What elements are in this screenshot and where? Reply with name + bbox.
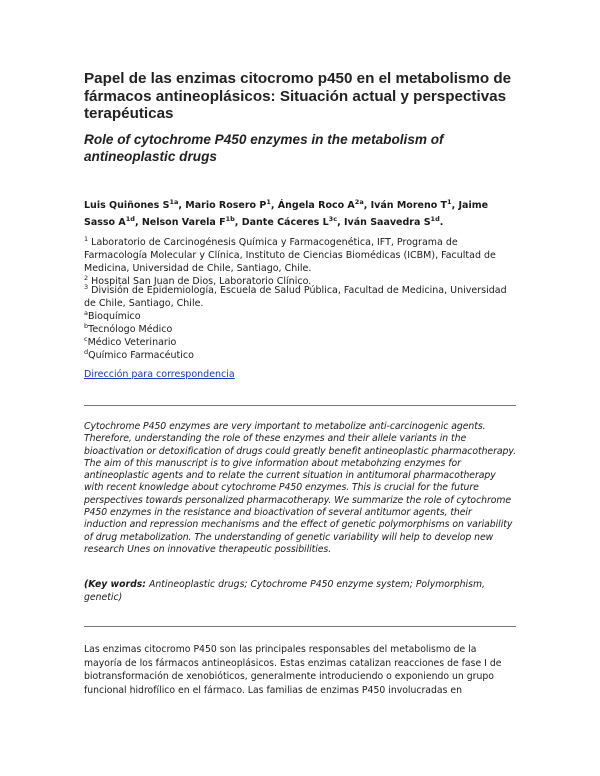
author-affiliation-mark: 2a [354, 198, 364, 206]
role-tecnologo [84, 323, 516, 336]
author-name: Dante Cáceres L [241, 216, 329, 228]
author-separator: , [234, 216, 242, 228]
author-affiliation-mark: 3c [328, 214, 338, 223]
author-affiliation-mark: 1d [430, 214, 440, 223]
author-separator: , [270, 200, 278, 211]
author-name: Jaime Sasso A [84, 200, 489, 228]
role-text: Tecnólogo Médico [88, 324, 173, 335]
role-text: Bioquímico [87, 311, 141, 322]
author-name: Iván Saavedra S [343, 216, 431, 228]
author-name: Iván Moreno T [370, 200, 448, 211]
author-separator: . [439, 216, 444, 228]
keywords-text: Antineoplastic drugs; Cytochrome P450 enzyme system; Polymorphism, genetic) [84, 579, 485, 603]
author-name: Mario Rosero P [185, 200, 267, 211]
role-farmaceutico [84, 349, 516, 362]
author-separator: , [134, 216, 142, 228]
correspondence-link[interactable]: Dirección para correspondencia [84, 369, 235, 380]
author-affiliation-mark: 1 [266, 198, 271, 206]
affiliation-text: Laboratorio de Carcinogénesis Química y Farmacogenética, IFT, Programa de Farmacología Molecular y Clínica, Instituto de Ciencias Biomédicas (ICBM), Facultad de Medicina, Universidad de Chile, Santiago, Chile. [84, 237, 496, 274]
author-list [84, 198, 516, 231]
article-subtitle: Role of cytochrome P450 enzymes in the metabolism of antineoplastic drugs [84, 132, 444, 164]
body-paragraph: Las enzimas citocromo P450 son las principales responsables del metabolismo de la mayoría de los fármacos antineoplásicos. Estas enzimas catalizan reacciones de fase I de biotransformación de xenobióticos, generalmente introduciendo o exponiendo un grupo funcional hidrofílico en el fármaco. Las familias de enzimas P450 involucradas en [84, 644, 502, 696]
section-divider [84, 626, 516, 627]
author-affiliation-mark: 1 [447, 198, 452, 206]
affiliation-mark: 2 [84, 274, 89, 282]
affiliation-text: División de Epidemiología, Escuela de Salud Pública, Facultad de Medicina, Universidad de Chile, Santiago, Chile. [84, 285, 507, 309]
role-veterinario [84, 336, 516, 349]
affiliation-mark: 3 [84, 283, 89, 291]
author-affiliation-mark: 1d [125, 214, 135, 223]
role-mark: d [84, 348, 89, 356]
affiliation-mark: 1 [84, 235, 89, 243]
section-divider [84, 405, 516, 406]
role-bioquimico [84, 310, 516, 323]
role-mark: a [84, 309, 88, 317]
author-name: Luis Quiñones S [84, 200, 170, 211]
abstract-text: Cytochrome P450 enzymes are very important to metabolize anti-carcinogenic agents. Therefore, understanding the role of these enzymes and their allele variants in the bioactivation or detoxification of drugs could greatly benefit antineoplastic pharmacotherapy. The aim of this manuscript is to give information about metabohzing enzymes for antineoplastic agents and to relate the current situation in antitumoral pharmacotherapy with recent knowledge about cytochrome P450 enzymes. This is crucial for the future perspectives towards personalized pharmacotherapy. We summarize the role of cytochrome P450 enzymes in the resistance and bioactivation of several antitumor agents, their induction and repression mechanisms and the effect of genetic polymorphisms on variability of drug metabolization. The understanding of genetic variability will help to develop new research Unes on innovative therapeutic possibilities. [84, 421, 517, 555]
role-text: Médico Veterinario [87, 337, 177, 348]
keywords-label: (Key words: [84, 579, 147, 590]
author-separator: , [337, 216, 344, 228]
role-mark: b [84, 322, 89, 330]
keywords [84, 578, 516, 604]
affiliation-3 [84, 284, 516, 310]
role-mark: c [84, 335, 88, 343]
author-name: Ángela Roco A [277, 200, 355, 211]
affiliation-text: Hospital San Juan de Dios, Laboratorio Clínico. [88, 276, 312, 287]
author-affiliation-mark: 1a [169, 198, 179, 206]
author-name: Nelson Varela F [141, 216, 226, 228]
article-title: Papel de las enzimas citocromo p450 en el metabolismo de fármacos antineoplásicos: Situación actual y perspectivas terapéuticas [84, 70, 512, 122]
author-separator: , [178, 200, 186, 211]
role-text: Químico Farmacéutico [88, 350, 194, 361]
affiliation-1 [84, 236, 516, 275]
author-separator: , [363, 200, 371, 211]
author-separator: , [451, 200, 459, 211]
author-affiliation-mark: 1b [225, 214, 235, 223]
